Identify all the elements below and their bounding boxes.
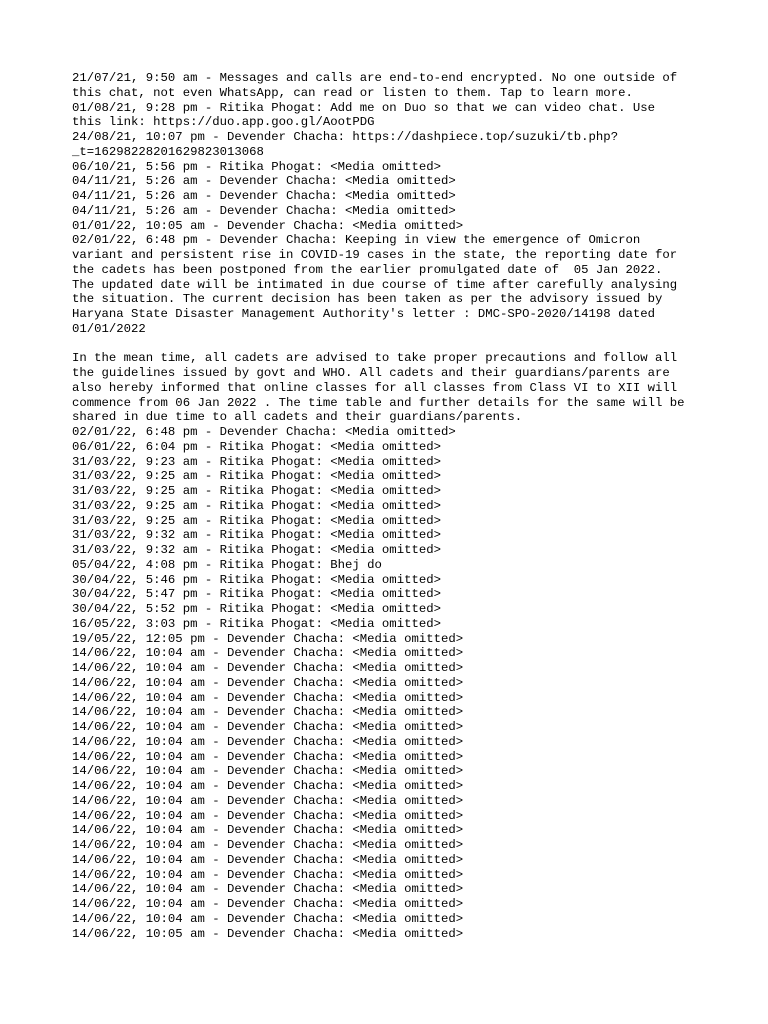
text-line: 31/03/22, 9:25 am - Ritika Phogat: <Media omitted> [72, 513, 441, 528]
text-line: 16/05/22, 3:03 pm - Ritika Phogat: <Media omitted> [72, 616, 441, 631]
text-line: 14/06/22, 10:04 am - Devender Chacha: <Media omitted> [72, 838, 464, 852]
text-line: 01/08/21, 9:28 pm - Ritika Phogat: Add me on Duo so that we can video chat. Use [72, 100, 655, 115]
text-line: 14/06/22, 10:04 am - Devender Chacha: <Media omitted> [72, 882, 464, 897]
text-line: 14/06/22, 10:04 am - Devender Chacha: <Media omitted> [72, 675, 464, 690]
text-line: 31/03/22, 9:23 am - Ritika Phogat: <Media omitted> [72, 454, 441, 469]
text-line: 14/06/22, 10:04 am - Devender Chacha: <Media omitted> [72, 661, 464, 675]
text-line: 02/01/22, 6:48 pm - Devender Chacha: <Media omitted> [72, 425, 456, 439]
text-line: the situation. The current decision has been taken as per the advisory issued by [72, 292, 663, 307]
text-line: the guidelines issued by govt and WHO. All cadets and their guardians/parents are [72, 366, 670, 380]
text-line: 04/11/21, 5:26 am - Devender Chacha: <Media omitted> [72, 189, 456, 203]
text-line: this link: https://duo.app.goo.gl/AootPDG [72, 115, 375, 130]
text-line: 01/01/22, 10:05 am - Devender Chacha: <Media omitted> [72, 218, 464, 233]
text-line: variant and persistent rise in COVID-19 cases in the state, the reporting date for [72, 248, 678, 262]
text-line: 30/04/22, 5:52 pm - Ritika Phogat: <Media omitted> [72, 602, 441, 616]
text-line: 06/01/22, 6:04 pm - Ritika Phogat: <Media omitted> [72, 439, 441, 454]
text-line: also hereby informed that online classes for all classes from Class VI to XII will [72, 380, 678, 395]
text-line: 30/04/22, 5:47 pm - Ritika Phogat: <Media omitted> [72, 587, 441, 602]
text-line: 31/03/22, 9:25 am - Ritika Phogat: <Media omitted> [72, 469, 441, 484]
text-line: 14/06/22, 10:04 am - Devender Chacha: <Media omitted> [72, 911, 464, 926]
text-line: In the mean time, all cadets are advised to take proper precautions and follow all [72, 351, 678, 366]
text-line: 31/03/22, 9:25 am - Ritika Phogat: <Media omitted> [72, 498, 441, 513]
text-line: shared in due time to all cadets and their guardians/parents. [72, 410, 523, 425]
text-line: 14/06/22, 10:04 am - Devender Chacha: <Media omitted> [72, 897, 464, 911]
text-line: 14/06/22, 10:04 am - Devender Chacha: <Media omitted> [72, 852, 464, 867]
text-line: 14/06/22, 10:04 am - Devender Chacha: <Media omitted> [72, 690, 464, 705]
text-line: The updated date will be intimated in due course of time after carefully analysing [72, 277, 678, 292]
text-line: 14/06/22, 10:04 am - Devender Chacha: <Media omitted> [72, 646, 464, 661]
text-line: 31/03/22, 9:32 am - Ritika Phogat: <Media omitted> [72, 543, 441, 557]
text-line: 14/06/22, 10:04 am - Devender Chacha: <Media omitted> [72, 720, 464, 734]
text-line: 14/06/22, 10:04 am - Devender Chacha: <Media omitted> [72, 867, 464, 882]
text-line: commence from 06 Jan 2022 . The time table and further details for the same will be [72, 395, 685, 410]
text-line: 21/07/21, 9:50 am - Messages and calls are end-to-end encrypted. No one outside of [72, 71, 678, 85]
text-line: the cadets has been postponed from the earlier promulgated date of 05 Jan 2022. [72, 262, 663, 277]
text-line: 14/06/22, 10:04 am - Devender Chacha: <Media omitted> [72, 764, 464, 779]
text-line: 14/06/22, 10:04 am - Devender Chacha: <Media omitted> [72, 705, 464, 720]
text-line: 14/06/22, 10:04 am - Devender Chacha: <Media omitted> [72, 823, 464, 838]
text-line: 30/04/22, 5:46 pm - Ritika Phogat: <Media omitted> [72, 572, 441, 587]
text-line: 24/08/21, 10:07 pm - Devender Chacha: https://dashpiece.top/suzuki/tb.php? [72, 130, 619, 144]
text-line: 31/03/22, 9:32 am - Ritika Phogat: <Media omitted> [72, 528, 441, 543]
text-line: _t=16298228201629823013068 [72, 144, 264, 159]
text-line: 05/04/22, 4:08 pm - Ritika Phogat: Bhej do [72, 557, 382, 572]
text-line: 01/01/2022 [72, 321, 146, 336]
text-line: 06/10/21, 5:56 pm - Ritika Phogat: <Media omitted> [72, 159, 441, 174]
text-line: Haryana State Disaster Management Authority's letter : DMC-SPO-2020/14198 dated [72, 307, 655, 321]
text-line: 14/06/22, 10:04 am - Devender Chacha: <Media omitted> [72, 779, 464, 793]
chat-export-document [72, 71, 722, 941]
text-line: this chat, not even WhatsApp, can read or listen to them. Tap to learn more. [72, 85, 633, 100]
text-line: 31/03/22, 9:25 am - Ritika Phogat: <Media omitted> [72, 484, 441, 498]
text-line: 04/11/21, 5:26 am - Devender Chacha: <Media omitted> [72, 203, 456, 218]
text-line: 14/06/22, 10:04 am - Devender Chacha: <Media omitted> [72, 808, 464, 823]
text-line: 19/05/22, 12:05 pm - Devender Chacha: <Media omitted> [72, 631, 464, 646]
text-line: 04/11/21, 5:26 am - Devender Chacha: <Media omitted> [72, 174, 456, 189]
text-line: 14/06/22, 10:04 am - Devender Chacha: <Media omitted> [72, 734, 464, 749]
text-line: 02/01/22, 6:48 pm - Devender Chacha: Keeping in view the emergence of Omicron [72, 233, 641, 248]
text-line: 14/06/22, 10:04 am - Devender Chacha: <Media omitted> [72, 793, 464, 808]
blank-line [72, 337, 722, 352]
text-line: 14/06/22, 10:05 am - Devender Chacha: <Media omitted> [72, 926, 464, 941]
text-line: 14/06/22, 10:04 am - Devender Chacha: <Media omitted> [72, 749, 464, 764]
